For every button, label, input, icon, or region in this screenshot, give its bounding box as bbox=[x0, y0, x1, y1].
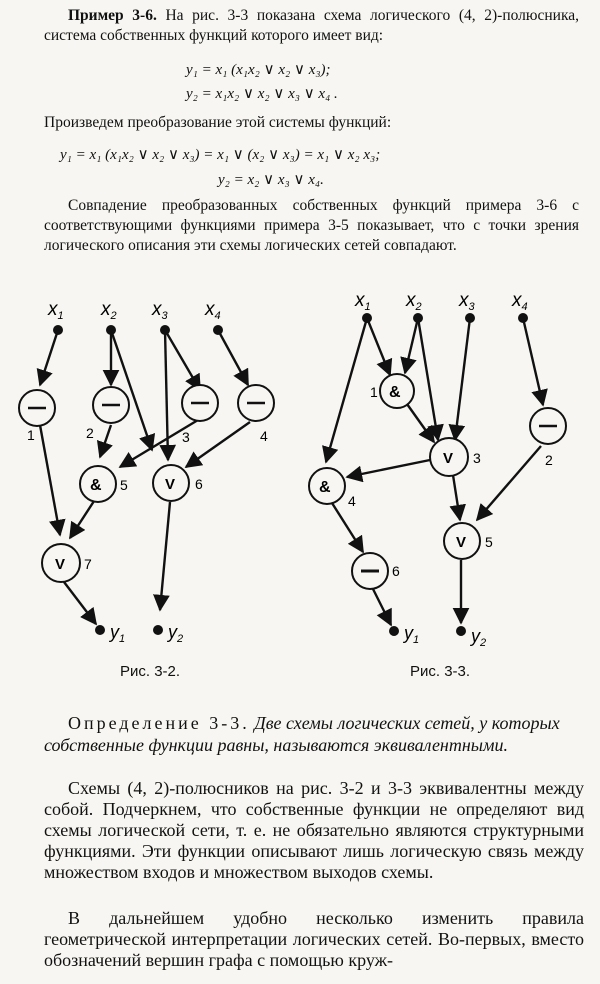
svg-text:4: 4 bbox=[348, 493, 356, 509]
output-label-y1: $y_1$ bbox=[110, 622, 126, 645]
svg-text:5: 5 bbox=[485, 534, 493, 550]
caption-fig-3-2: Рис. 3-2. bbox=[120, 663, 181, 680]
input-dot bbox=[518, 313, 528, 323]
node-and-4 bbox=[309, 468, 356, 509]
output-label-y2: $y_2$ bbox=[168, 622, 184, 645]
node-not-6 bbox=[352, 553, 400, 589]
formula-g1: y₁ = x₁ (x₁x₂ ∨ x₂ ∨ x₃) = x₁ ∨ (x₂ ∨ x₃) = x₁ ∨ x₂ x₃; bbox=[60, 147, 381, 163]
input-label-x3: $x_3$ bbox=[459, 290, 475, 313]
node-not-2 bbox=[530, 408, 566, 468]
svg-text:V: V bbox=[456, 534, 467, 551]
transform-text: Произведем преобразование этой системы функций: bbox=[44, 114, 392, 131]
output-dot bbox=[95, 625, 105, 635]
input-label-x1: $x_1$ bbox=[48, 299, 64, 322]
svg-text:5: 5 bbox=[120, 477, 128, 493]
conclusion-text: Совпадение преобразованных собственных функций примера 3-6 с соответствующими функциями примера 3-5 показывает, что с точки зрения логического описания эти схемы логических сетей совпадают. bbox=[44, 197, 579, 254]
caption-fig-3-3: Рис. 3-3. bbox=[410, 663, 471, 680]
svg-text:&: & bbox=[319, 479, 331, 496]
definition bbox=[44, 712, 579, 756]
input-label-x1: $x_1$ bbox=[355, 290, 371, 313]
input-dot bbox=[362, 313, 372, 323]
figures-svg bbox=[0, 290, 600, 710]
svg-text:3: 3 bbox=[182, 429, 190, 445]
input-dot bbox=[106, 325, 116, 335]
output-dot bbox=[389, 626, 399, 636]
svg-text:6: 6 bbox=[195, 476, 203, 492]
node-or-3 bbox=[430, 438, 481, 476]
formula-y2: y₂ = x₁x₂ ∨ x₂ ∨ x₃ ∨ x₄ . bbox=[186, 86, 338, 102]
example-intro-text: На рис. 3-3 показана схема логического (4, 2)-полюсника, система собственных функций которого имеет вид: bbox=[44, 7, 580, 44]
svg-text:6: 6 bbox=[392, 563, 400, 579]
svg-text:4: 4 bbox=[260, 428, 268, 444]
figure-3-3-nodes bbox=[309, 290, 566, 649]
example-label: Пример 3-6. bbox=[68, 7, 157, 24]
output-label-y2: $y_2$ bbox=[471, 626, 487, 649]
input-label-x2: $x_2$ bbox=[101, 299, 117, 322]
input-dot bbox=[213, 325, 223, 335]
svg-text:&: & bbox=[389, 384, 401, 401]
svg-text:2: 2 bbox=[86, 425, 94, 441]
svg-text:1: 1 bbox=[370, 384, 378, 400]
node-or-6 bbox=[153, 465, 203, 501]
input-dot bbox=[160, 325, 170, 335]
output-dot bbox=[153, 625, 163, 635]
svg-text:7: 7 bbox=[84, 556, 92, 572]
output-label-y1: $y_1$ bbox=[404, 623, 420, 646]
node-not-1 bbox=[19, 390, 55, 443]
input-label-x2: $x_2$ bbox=[406, 290, 422, 313]
svg-text:2: 2 bbox=[545, 452, 553, 468]
input-label-x4: $x_4$ bbox=[205, 299, 221, 322]
example-intro bbox=[44, 6, 579, 46]
input-dot bbox=[53, 325, 63, 335]
output-dot bbox=[456, 626, 466, 636]
svg-text:V: V bbox=[443, 450, 454, 467]
svg-text:3: 3 bbox=[473, 450, 481, 466]
node-and-5 bbox=[80, 466, 128, 502]
svg-text:&: & bbox=[90, 477, 102, 494]
formula-y1: y₁ = x₁ (x₁x₂ ∨ x₂ ∨ x₃); bbox=[186, 62, 331, 78]
figure-3-2-nodes bbox=[19, 299, 274, 645]
paragraph-3: В дальнейшем удобно несколько изменить правила геометрической интерпретации логических сетей. Во-первых, вместо обозначений вершин графа с помощью круж- bbox=[44, 908, 584, 970]
input-label-x3: $x_3$ bbox=[152, 299, 168, 322]
paragraph-2: Схемы (4, 2)-полюсников на рис. 3-2 и 3-3 эквивалентны между собой. Подчеркнем, что собственные функции не определяют вид схемы логической сети, т. е. не обязательно являются структурными функциями. Эти функции описывают лишь логическую связь между множеством входов и множеством выходов схемы. bbox=[44, 778, 584, 882]
definition-label: Определение 3-3. bbox=[68, 713, 250, 733]
svg-text:V: V bbox=[165, 476, 176, 493]
svg-text:V: V bbox=[55, 556, 66, 573]
input-dot bbox=[413, 313, 423, 323]
svg-text:1: 1 bbox=[27, 427, 35, 443]
node-not-3 bbox=[182, 385, 218, 445]
node-and-1 bbox=[370, 374, 414, 408]
input-dot bbox=[465, 313, 475, 323]
node-or-5 bbox=[444, 523, 493, 559]
formula-g2: y₂ = x₂ ∨ x₃ ∨ x₄. bbox=[218, 172, 324, 188]
node-not-4 bbox=[238, 385, 274, 444]
node-or-7 bbox=[42, 544, 92, 582]
input-label-x4: $x_4$ bbox=[512, 290, 528, 313]
definition-text: Две схемы логических сетей, у которых собственные функции равны, называются эквивалентными. bbox=[44, 713, 560, 755]
